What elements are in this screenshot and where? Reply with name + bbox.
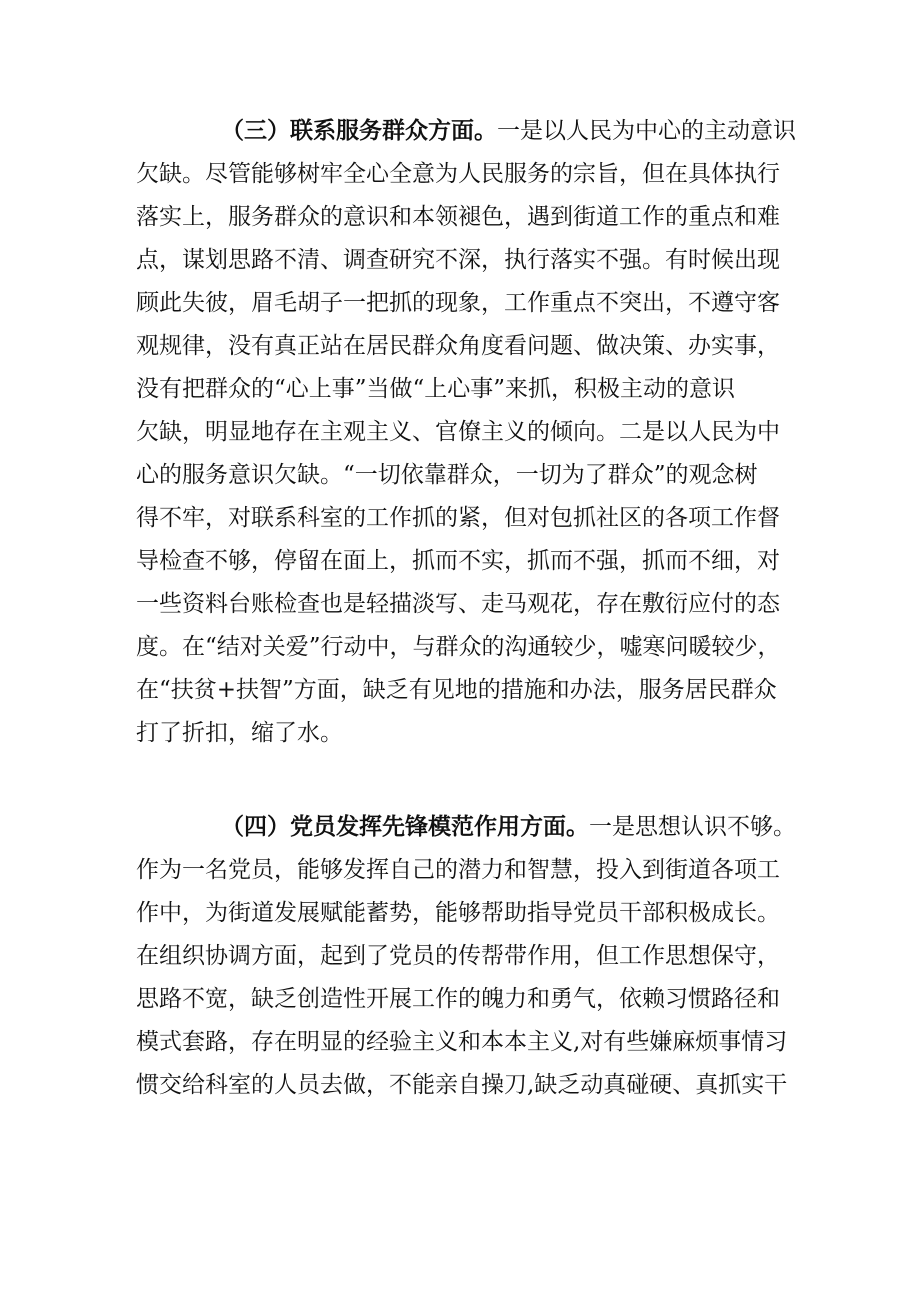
paragraph-text: 一是思想认识不够。 — [589, 814, 796, 840]
section-4-heading: （四）党员发挥先锋模范作用方面。 — [221, 814, 589, 840]
paragraph-line: 观规律，没有真正站在居民群众角度看问题、做决策、办实事， — [136, 333, 780, 359]
paragraph-line: 得不牢，对联系科室的工作抓的紧，但对包抓社区的各项工作督 — [136, 505, 780, 531]
paragraph-line: 落实上，服务群众的意识和本领褪色，遇到街道工作的重点和难 — [136, 204, 780, 230]
paragraph-line: 心的服务意识欠缺。“一切依靠群众，一切为了群众”的观念树 — [136, 462, 758, 488]
paragraph-line: 在“扶贫+扶智”方面，缺乏有见地的措施和办法，服务居民群众 — [136, 677, 777, 703]
paragraph-line: 点，谋划思路不清、调查研究不深，执行落实不强。有时候出现 — [136, 247, 780, 273]
paragraph-line: 思路不宽，缺乏创造性开展工作的魄力和勇气，依赖习惯路径和 — [136, 986, 780, 1012]
section-3-heading: （三）联系服务群众方面。 — [221, 118, 497, 144]
paragraph-line — [136, 110, 796, 153]
paragraph-line: 作中，为街道发展赋能蓄势，能够帮助指导党员干部积极成长。 — [136, 900, 780, 926]
paragraph-line: 在组织协调方面，起到了党员的传帮带作用，但工作思想保守， — [136, 943, 780, 969]
paragraph-line: 欠缺。尽管能够树牢全心全意为人民服务的宗旨，但在具体执行 — [136, 161, 780, 187]
paragraph-line — [136, 806, 796, 849]
paragraph-line: 没有把群众的“心上事”当做“上心事”来抓，积极主动的意识 — [136, 376, 736, 402]
section-3-paragraph — [136, 110, 796, 755]
paragraph-line: 顾此失彼，眉毛胡子一把抓的现象，工作重点不突出，不遵守客 — [136, 290, 780, 316]
paragraph-line: 度。在“结对关爱”行动中，与群众的沟通较少，嘘寒问暖较少， — [136, 634, 781, 660]
paragraph-line: 模式套路，存在明显的经验主义和本本主义,对有些嫌麻烦事情习 — [136, 1029, 788, 1055]
paragraph-line: 欠缺，明显地存在主观主义、官僚主义的倾向。二是以人民为中 — [136, 419, 780, 445]
paragraph-line: 打了折扣，缩了水。 — [136, 720, 343, 746]
paragraph-line: 作为一名党员，能够发挥自己的潜力和智慧，投入到街道各项工 — [136, 857, 780, 883]
paragraph-line: 惯交给科室的人员去做，不能亲自操刀,缺乏动真碰硬、真抓实干 — [136, 1072, 788, 1098]
paragraph-line: 导检查不够，停留在面上，抓而不实，抓而不强，抓而不细，对 — [136, 548, 780, 574]
section-4-paragraph — [136, 806, 796, 1107]
paragraph-line: 一些资料台账检查也是轻描淡写、走马观花，存在敷衍应付的态 — [136, 591, 780, 617]
paragraph-text: 一是以人民为中心的主动意识 — [497, 118, 796, 144]
